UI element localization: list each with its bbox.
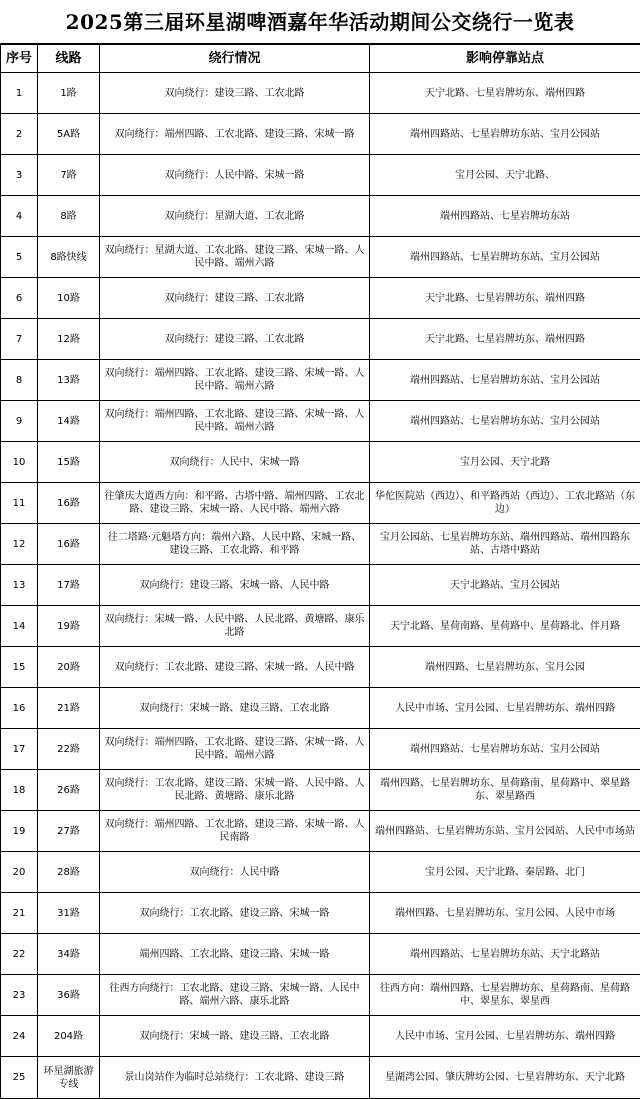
cell-detour: 双向绕行：工农北路、建设三路、宋城一路、人民中路 bbox=[100, 647, 370, 688]
cell-detour: 往肇庆大道西方向：和平路、古塔中路、端州四路、工农北路、建设三路、宋城一路、人民中路、端州六路 bbox=[100, 483, 370, 524]
cell-number: 22 bbox=[1, 934, 38, 975]
cell-affected-stops: 宝月公园站、七星岩牌坊东站、端州四路站、端州四路东站、古塔中路站 bbox=[370, 524, 640, 565]
cell-number: 20 bbox=[1, 852, 38, 893]
cell-detour: 双向绕行：建设三路、工农北路 bbox=[100, 278, 370, 319]
cell-number: 4 bbox=[1, 196, 38, 237]
cell-number: 18 bbox=[1, 770, 38, 811]
table-row bbox=[1, 360, 640, 401]
header-line: 线路 bbox=[38, 45, 100, 73]
cell-line: 14路 bbox=[38, 401, 100, 442]
cell-number: 10 bbox=[1, 442, 38, 483]
cell-number: 9 bbox=[1, 401, 38, 442]
cell-line: 7路 bbox=[38, 155, 100, 196]
table-body bbox=[1, 73, 640, 1099]
cell-line: 17路 bbox=[38, 565, 100, 606]
table-row bbox=[1, 483, 640, 524]
cell-line: 36路 bbox=[38, 975, 100, 1016]
cell-line: 8路 bbox=[38, 196, 100, 237]
table-row bbox=[1, 524, 640, 565]
table-row bbox=[1, 114, 640, 155]
cell-line: 13路 bbox=[38, 360, 100, 401]
table-row bbox=[1, 319, 640, 360]
cell-detour: 双向绕行：端州四路、工农北路、建设三路、宋城一路 bbox=[100, 114, 370, 155]
cell-line: 5A路 bbox=[38, 114, 100, 155]
cell-line: 34路 bbox=[38, 934, 100, 975]
cell-affected-stops: 端州四路站、七星岩牌坊东站、宝月公园站 bbox=[370, 237, 640, 278]
page-title: 2025第三届环星湖啤酒嘉年华活动期间公交绕行一览表 bbox=[0, 0, 640, 44]
bus-detour-table bbox=[0, 44, 640, 1099]
cell-detour: 往二塔路·元魁塔方向：端州六路、人民中路、宋城一路、建设三路、工农北路、和平路 bbox=[100, 524, 370, 565]
cell-affected-stops: 天宁北路站、宝月公园站 bbox=[370, 565, 640, 606]
table-row bbox=[1, 442, 640, 483]
cell-affected-stops: 往西方向：端州四路、七星岩牌坊东、星荷路南、星荷路中、翠星东、翠星西 bbox=[370, 975, 640, 1016]
cell-affected-stops: 宝月公园、天宁北路、秦居路、北门 bbox=[370, 852, 640, 893]
cell-number: 15 bbox=[1, 647, 38, 688]
cell-detour: 双向绕行：建设三路、宋城一路、人民中路 bbox=[100, 565, 370, 606]
cell-affected-stops: 端州四路站、七星岩牌坊东站、宝月公园站 bbox=[370, 114, 640, 155]
cell-affected-stops: 宝月公园、天宁北路、 bbox=[370, 155, 640, 196]
cell-detour: 双向绕行：建设三路、工农北路 bbox=[100, 73, 370, 114]
table-row bbox=[1, 688, 640, 729]
header-detour: 绕行情况 bbox=[100, 45, 370, 73]
cell-number: 6 bbox=[1, 278, 38, 319]
cell-detour: 双向绕行：端州四路、工农北路、建设三路、宋城一路、人民中路、端州六路 bbox=[100, 729, 370, 770]
table-row bbox=[1, 278, 640, 319]
table-row bbox=[1, 770, 640, 811]
cell-affected-stops: 宝月公园、天宁北路 bbox=[370, 442, 640, 483]
cell-line: 12路 bbox=[38, 319, 100, 360]
cell-affected-stops: 天宁北路、七星岩牌坊东、端州四路 bbox=[370, 73, 640, 114]
table-header-row bbox=[1, 45, 640, 73]
cell-detour: 景山岗站作为临时总站绕行：工农北路、建设三路 bbox=[100, 1057, 370, 1099]
cell-affected-stops: 端州四路站、七星岩牌坊东站 bbox=[370, 196, 640, 237]
cell-detour: 双向绕行：星湖大道、工农北路、建设三路、宋城一路、人民中路、端州六路 bbox=[100, 237, 370, 278]
cell-number: 5 bbox=[1, 237, 38, 278]
cell-detour: 双向绕行：建设三路、工农北路 bbox=[100, 319, 370, 360]
table-row bbox=[1, 852, 640, 893]
cell-number: 19 bbox=[1, 811, 38, 852]
cell-number: 7 bbox=[1, 319, 38, 360]
cell-affected-stops: 天宁北路、星荷南路、星荷路中、星荷路北、伴月路 bbox=[370, 606, 640, 647]
cell-detour: 双向绕行：端州四路、工农北路、建设三路、宋城一路、人民中路、端州六路 bbox=[100, 360, 370, 401]
table-row bbox=[1, 729, 640, 770]
cell-detour: 双向绕行：工农北路、建设三路、宋城一路 bbox=[100, 893, 370, 934]
cell-line: 15路 bbox=[38, 442, 100, 483]
cell-line: 22路 bbox=[38, 729, 100, 770]
cell-affected-stops: 端州四路、七星岩牌坊东、宝月公园、人民中市场 bbox=[370, 893, 640, 934]
cell-detour: 双向绕行：宋城一路、建设三路、工农北路 bbox=[100, 1016, 370, 1057]
table-row bbox=[1, 155, 640, 196]
cell-affected-stops: 天宁北路、七星岩牌坊东、端州四路 bbox=[370, 278, 640, 319]
cell-number: 24 bbox=[1, 1016, 38, 1057]
cell-line: 28路 bbox=[38, 852, 100, 893]
cell-line: 20路 bbox=[38, 647, 100, 688]
table-row bbox=[1, 196, 640, 237]
table-row bbox=[1, 647, 640, 688]
header-number: 序号 bbox=[1, 45, 38, 73]
cell-detour: 双向绕行：端州四路、工农北路、建设三路、宋城一路、人民南路 bbox=[100, 811, 370, 852]
cell-detour: 双向绕行：人民中路、宋城一路 bbox=[100, 155, 370, 196]
cell-affected-stops: 星湖湾公园、肇庆牌坊公园、七星岩牌坊东、天宁北路 bbox=[370, 1057, 640, 1099]
cell-affected-stops: 端州四路、七星岩牌坊东、宝月公园 bbox=[370, 647, 640, 688]
table-row bbox=[1, 606, 640, 647]
table-row bbox=[1, 73, 640, 114]
cell-number: 14 bbox=[1, 606, 38, 647]
cell-number: 1 bbox=[1, 73, 38, 114]
cell-affected-stops: 端州四路站、七星岩牌坊东站、宝月公园站 bbox=[370, 729, 640, 770]
cell-detour: 端州四路、工农北路、建设三路、宋城一路 bbox=[100, 934, 370, 975]
cell-number: 13 bbox=[1, 565, 38, 606]
cell-affected-stops: 端州四路站、七星岩牌坊东站、天宁北路站 bbox=[370, 934, 640, 975]
cell-line: 204路 bbox=[38, 1016, 100, 1057]
cell-affected-stops: 人民中市场、宝月公园、七星岩牌坊东、端州四路 bbox=[370, 688, 640, 729]
table-row bbox=[1, 401, 640, 442]
table-row bbox=[1, 811, 640, 852]
table-row bbox=[1, 565, 640, 606]
cell-detour: 双向绕行：端州四路、工农北路、建设三路、宋城一路、人民中路、端州六路 bbox=[100, 401, 370, 442]
cell-line: 8路快线 bbox=[38, 237, 100, 278]
header-affected-stops: 影响停靠站点 bbox=[370, 45, 640, 73]
table-row bbox=[1, 1057, 640, 1099]
cell-affected-stops: 人民中市场、宝月公园、七星岩牌坊东、端州四路 bbox=[370, 1016, 640, 1057]
cell-line: 31路 bbox=[38, 893, 100, 934]
cell-affected-stops: 端州四路站、七星岩牌坊东站、宝月公园站 bbox=[370, 360, 640, 401]
cell-number: 3 bbox=[1, 155, 38, 196]
cell-number: 11 bbox=[1, 483, 38, 524]
table-row bbox=[1, 934, 640, 975]
table-row bbox=[1, 975, 640, 1016]
cell-affected-stops: 华佗医院站（西边）、和平路西站（西边）、工农北路站（东边） bbox=[370, 483, 640, 524]
cell-line: 1路 bbox=[38, 73, 100, 114]
table-row bbox=[1, 237, 640, 278]
cell-line: 10路 bbox=[38, 278, 100, 319]
cell-number: 25 bbox=[1, 1057, 38, 1099]
table-row bbox=[1, 893, 640, 934]
cell-line: 环星湖旅游专线 bbox=[38, 1057, 100, 1099]
cell-number: 8 bbox=[1, 360, 38, 401]
cell-line: 21路 bbox=[38, 688, 100, 729]
cell-number: 17 bbox=[1, 729, 38, 770]
cell-number: 12 bbox=[1, 524, 38, 565]
cell-number: 16 bbox=[1, 688, 38, 729]
cell-detour: 双向绕行：人民中路 bbox=[100, 852, 370, 893]
cell-affected-stops: 端州四路站、七星岩牌坊东站、宝月公园站、人民中市场站 bbox=[370, 811, 640, 852]
cell-line: 27路 bbox=[38, 811, 100, 852]
cell-line: 16路 bbox=[38, 483, 100, 524]
cell-line: 16路 bbox=[38, 524, 100, 565]
cell-line: 26路 bbox=[38, 770, 100, 811]
cell-number: 2 bbox=[1, 114, 38, 155]
cell-number: 23 bbox=[1, 975, 38, 1016]
cell-affected-stops: 端州四路站、七星岩牌坊东站、宝月公园站 bbox=[370, 401, 640, 442]
cell-number: 21 bbox=[1, 893, 38, 934]
cell-detour: 双向绕行：人民中、宋城一路 bbox=[100, 442, 370, 483]
cell-line: 19路 bbox=[38, 606, 100, 647]
cell-detour: 双向绕行：星湖大道、工农北路 bbox=[100, 196, 370, 237]
cell-detour: 往西方向绕行：工农北路、建设三路、宋城一路、人民中路、端州六路、康乐北路 bbox=[100, 975, 370, 1016]
cell-detour: 双向绕行：宋城一路、人民中路、人民北路、黄塘路、康乐北路 bbox=[100, 606, 370, 647]
cell-affected-stops: 天宁北路、七星岩牌坊东、端州四路 bbox=[370, 319, 640, 360]
cell-affected-stops: 端州四路、七星岩牌坊东、星荷路南、星荷路中、翠星路东、翠星路西 bbox=[370, 770, 640, 811]
cell-detour: 双向绕行：工农北路、建设三路、宋城一路、人民中路、人民北路、黄塘路、康乐北路 bbox=[100, 770, 370, 811]
table-row bbox=[1, 1016, 640, 1057]
cell-detour: 双向绕行：宋城一路、建设三路、工农北路 bbox=[100, 688, 370, 729]
